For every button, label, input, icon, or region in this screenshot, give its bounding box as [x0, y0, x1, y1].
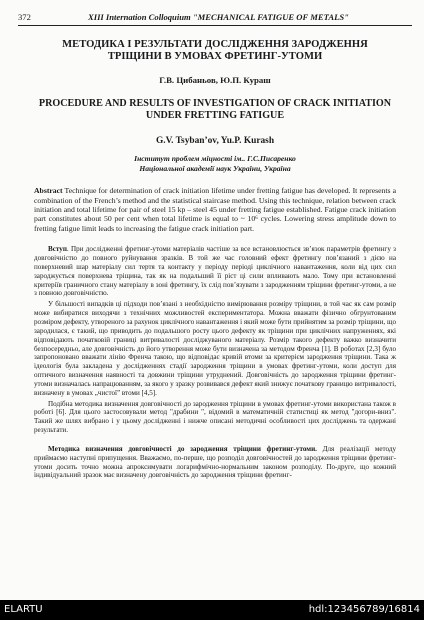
handle-id: hdl:123456789/16814: [308, 604, 420, 615]
journal-title: XIII Internation Colloquium "MECHANICAL FATIGUE OF METALS": [88, 12, 349, 22]
body-text: [34, 245, 396, 480]
paragraph-intro: Вступ. При дослідженні фретинг-утоми матеріалів частіше за все встановлюється зв’язок параметрів фретингу з довговічністю до повного руйнування зразків. В той же час головний ефект фретингу пов’язаний з дією на поверхневий шар матеріалу сил тертя та контакту у періоду періоді циклічного навантаження, коли від цих сил зароджується поверхнева тріщина, так як на подальший її ріст ці сили впливають мало. Тому при встановленні критеріїв граничного стану матеріалу в зоні фретингу, їх слід пов’язувати з зародженням тріщини фретинг-утоми, а не з повною довговічністю.: [34, 245, 396, 298]
title-ukrainian: МЕТОДИКА І РЕЗУЛЬТАТИ ДОСЛІДЖЕННЯ ЗАРОДЖЕННЯ ТРІЩИНИ В УМОВАХ ФРЕТИНГ-УТОМИ: [62, 39, 368, 63]
paragraph-3: Подібна методика визначення довговічності до зародження тріщини в умовах фретинг-утоми використана також в роботі [6]. Для цього застосовували метод "драбини ", відомий в математичній статистиці як метод "догори-вниз". Такий же шлях вибрано і у цьому дослідженні і нижче описані методичні особливості цих досліджень та одержані результати.: [34, 399, 396, 435]
abstract: [34, 186, 396, 233]
article-content: [34, 39, 396, 480]
archive-footer-bar: [0, 600, 424, 620]
affiliation: [34, 154, 396, 174]
running-header: [18, 12, 412, 26]
page-number: 372: [18, 12, 31, 22]
affiliation-line-2: Національної академії наук України, Україна: [139, 164, 291, 174]
section-methodology: [34, 445, 396, 480]
abstract-label: Abstract: [34, 186, 63, 196]
title-english: PROCEDURE AND RESULTS OF INVESTIGATION OF CRACK INITIATION UNDER FRETTING FATIGUE: [38, 97, 392, 121]
paragraph-2: У більшості випадків ці підходи пов’язані з необхідністю вимірювання розміру тріщини, в той час як сам розмір може вибиратися виходячи з технічних можливостей експериментатора. Можна вважати фізично обгрунтованим розміром дефекту, утвореного за рахунок циклічного навантаження і який може бути прийнятим за розмір тріщини, що зародилася, є такий, що приводить до подальшого росту цього дефекту як тріщини при циклічних напруженнях, які відповідають початковій границі витривалості досліджуваного матеріалу. Розмір такого дефекту важко визначити безпосередньо, але довговічність до його утворення може бути визначена за методом Френча [1]. В роботах [2,3] було запропоновано вважати лінію Френча такою, що відповідає кривій втоми за критерієм зародження тріщини. Така ж ідеологія була закладена у дослідженнях стадії зародження тріщини в умовах фретинг-утоми, коли доступ для оптичного визначення наявності та довжини тріщини утруднений. Довговічність до зародження тріщини фретинг-утоми визначалась напрацюванням, за якого у зразку розвивався дефект який знижує початкову границю витривалості, визначену в умовах „чистої” втоми [4,5].: [34, 300, 396, 397]
repository-name: ELARTU: [4, 604, 43, 615]
affiliation-line-1: Інститут проблем міцності ім.. Г.С.Писаренко: [134, 154, 296, 164]
authors-english: G.V. Tsyban’ov, Yu.P. Kurash: [155, 136, 275, 147]
section-heading: Методика визначення довговічності до зародження тріщини фретинг-утоми.: [48, 444, 317, 453]
paragraph-4: Для реалізації методу приймаємо наступні припущення. Вважаємо, по-перше, що розподіл довговічностей до зародження тріщини фретинг-утоми досить точно можна апроксимувати логарифмічно-нормальним законом розподілу. По-друге, що кожний індивідуальний зразок має визначену довговічність до зародження тріщини фретинг-: [34, 444, 396, 480]
authors-ukrainian: Г.В. Цибаньов, Ю.П. Кураш: [159, 74, 271, 85]
intro-label: Вступ: [48, 245, 67, 254]
intro-text: При дослідженні фретинг-утоми матеріалів частіше за все встановлюється зв’язок параметрів фретингу з довговічністю до повного руйнування зразків. В той же час головний ефект фретингу пов’язаний з дією на поверхневий шар матеріалу сил тертя та контакту у періоду періоді циклічного навантаження, коли від цих сил зароджується поверхнева тріщина, так як на подальший її ріст ці сили впливають мало. Тому при встановленні критеріїв граничного стану матеріалу в зоні фретингу, їх слід пов’язувати з зародженням тріщини фретинг-утоми, а не з повною довговічністю.: [34, 245, 396, 298]
abstract-text: Technique for determination of crack initiation lifetime under fretting fatigue has developed. It represents a combination of the French’s method and the statistical staircase method. Using this technique, relation between crack initiation and total lifetime for pair of steel 15 kp – steel 45 under fretting fatigue established. Fatigue crack initiation part constitutes about 50 per cent when total lifetime is equal to ~ 10⁶ cycles. Lowering stress amplitude down to fretting fatigue limit leads to increasing the fatigue crack initiation part.: [34, 186, 396, 233]
